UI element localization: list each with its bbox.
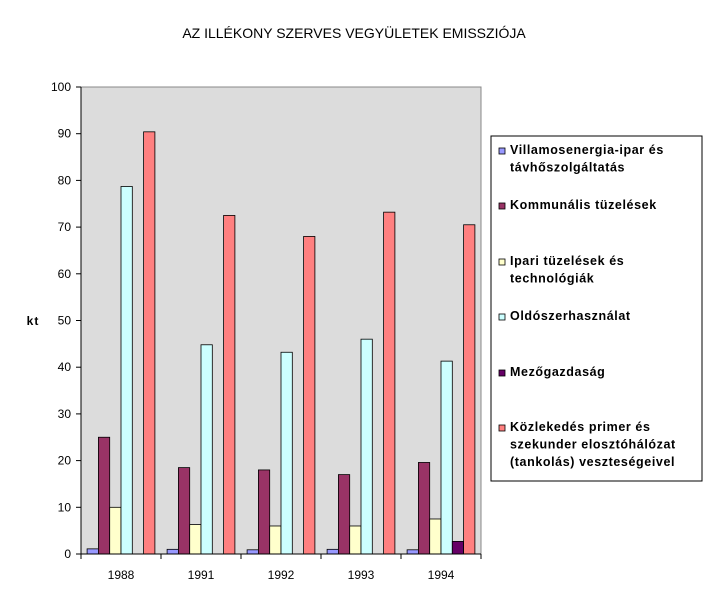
bar-1988-series-4 <box>121 186 132 554</box>
y-tick-label: 90 <box>57 126 71 141</box>
y-tick-label: 30 <box>57 406 71 421</box>
x-tick-label-1992: 1992 <box>267 568 295 582</box>
bar-1993-series-2 <box>338 475 349 554</box>
legend-swatch-5 <box>499 370 505 376</box>
legend-label-4: Oldószerhasználat <box>510 309 631 323</box>
bar-1992-series-1 <box>247 550 258 554</box>
bar-1992-series-3 <box>270 526 281 554</box>
y-tick-label: 40 <box>57 360 71 375</box>
bar-1991-series-4 <box>201 345 212 554</box>
bar-1988-series-6 <box>144 132 155 554</box>
chart-title: AZ ILLÉKONY SZERVES VEGYÜLETEK EMISSZIÓJA <box>182 25 526 41</box>
bar-1991-series-1 <box>167 549 178 554</box>
x-tick-label-1991: 1991 <box>187 568 215 582</box>
y-tick-label: 10 <box>57 500 71 515</box>
bar-1991-series-6 <box>224 215 235 554</box>
y-tick-label: 0 <box>64 547 71 561</box>
bar-1992-series-4 <box>281 352 292 554</box>
x-tick-label-1994: 1994 <box>427 568 455 582</box>
bar-1994-series-5 <box>452 541 463 554</box>
legend-label-1: Villamosenergia-ipar és <box>510 143 664 157</box>
legend-swatch-1 <box>499 148 505 154</box>
y-tick-label: 50 <box>57 313 71 328</box>
y-axis-label: kt <box>26 314 40 328</box>
bar-1993-series-3 <box>350 526 361 554</box>
legend-swatch-3 <box>499 259 505 265</box>
bar-1993-series-4 <box>361 339 372 554</box>
bar-1994-series-4 <box>441 361 452 554</box>
bar-1991-series-2 <box>178 468 189 554</box>
legend-swatch-2 <box>499 203 505 209</box>
bar-1992-series-6 <box>304 236 315 554</box>
bar-1994-series-1 <box>407 550 418 554</box>
legend-swatch-4 <box>499 314 505 320</box>
y-tick-label: 20 <box>57 453 71 468</box>
bar-1988-series-1 <box>87 549 98 554</box>
bar-1988-series-2 <box>98 437 109 554</box>
bar-1992-series-2 <box>258 470 269 554</box>
bar-1994-series-6 <box>464 225 475 554</box>
bar-1994-series-2 <box>418 462 429 554</box>
legend-label-2: Kommunális tüzelések <box>510 198 657 212</box>
legend-label-3: technológiák <box>510 271 595 286</box>
y-tick-label: 60 <box>57 266 71 281</box>
legend-label-6: Közlekedés primer és <box>510 420 651 434</box>
bar-1991-series-3 <box>190 525 201 554</box>
bar-1993-series-1 <box>327 549 338 554</box>
legend-label-6: (tankolás) veszteségeivel <box>510 455 676 469</box>
y-tick-label: 100 <box>50 80 71 94</box>
x-tick-label-1993: 1993 <box>347 568 375 582</box>
x-tick-label-1988: 1988 <box>107 568 135 582</box>
bar-1994-series-3 <box>430 519 441 554</box>
legend-label-1: távhőszolgáltatás <box>510 160 626 175</box>
bar-1988-series-3 <box>110 507 121 554</box>
bar-1993-series-6 <box>384 212 395 554</box>
legend-label-3: Ipari tüzelések és <box>510 254 625 268</box>
y-tick-label: 70 <box>57 220 71 235</box>
y-tick-label: 80 <box>57 173 71 188</box>
legend-label-6: szekunder elosztóhálózat <box>510 437 676 452</box>
legend-swatch-6 <box>499 425 505 431</box>
legend-label-5: Mezőgazdaság <box>510 365 606 379</box>
